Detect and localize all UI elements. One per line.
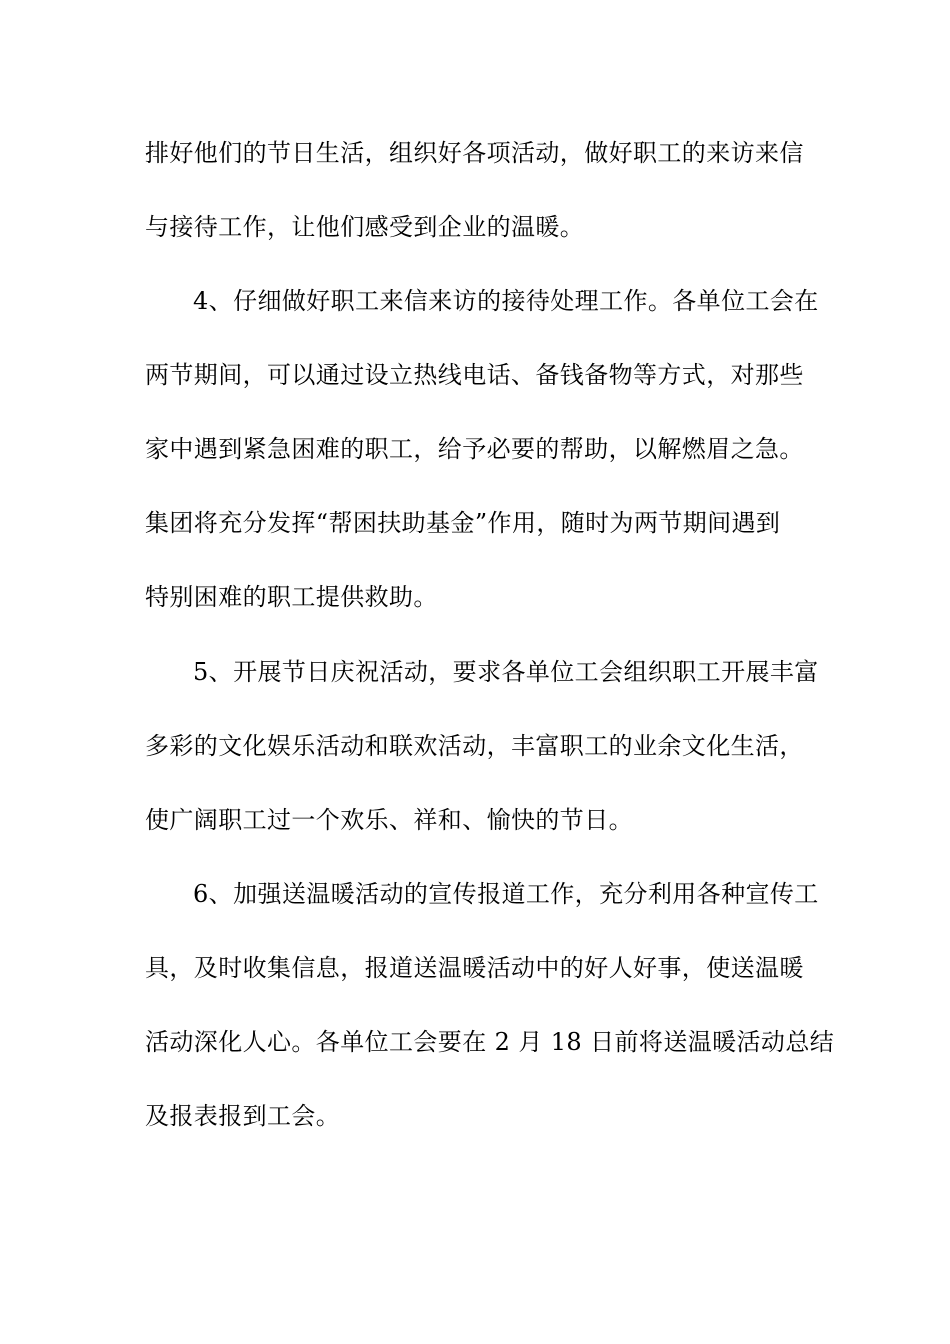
text-line: 与接待工作，让他们感受到企业的温暖。 [145, 213, 585, 241]
text-line: 两节期间，可以通过设立热线电话、备钱备物等方式，对那些 [145, 361, 804, 389]
text-line: 使广阔职工过一个欢乐、祥和、愉快的节日。 [145, 806, 633, 834]
text-line: 及报表报到工会。 [145, 1102, 341, 1130]
text-line: 活动深化人心。各单位工会要在 2 月 18 日前将送温暖活动总结 [145, 1028, 835, 1056]
text-line: 家中遇到紧急困难的职工，给予必要的帮助，以解燃眉之急。 [145, 435, 804, 463]
text-line: 具，及时收集信息，报道送温暖活动中的好人好事，使送温暖 [145, 954, 804, 982]
text-line: 特别困难的职工提供救助。 [145, 583, 438, 611]
paragraph-4-start: 4、仔细做好职工来信来访的接待处理工作。各单位工会在 [193, 287, 819, 315]
text-line: 集团将充分发挥“帮困扶助基金”作用，随时为两节期间遇到 [145, 509, 781, 537]
paragraph-5-start: 5、开展节日庆祝活动，要求各单位工会组织职工开展丰富 [193, 658, 819, 686]
text-line: 排好他们的节日生活，组织好各项活动，做好职工的来访来信 [145, 139, 804, 167]
paragraph-6-start: 6、加强送温暖活动的宣传报道工作，充分利用各种宣传工 [193, 880, 819, 908]
text-line: 多彩的文化娱乐活动和联欢活动，丰富职工的业余文化生活， [145, 732, 804, 760]
